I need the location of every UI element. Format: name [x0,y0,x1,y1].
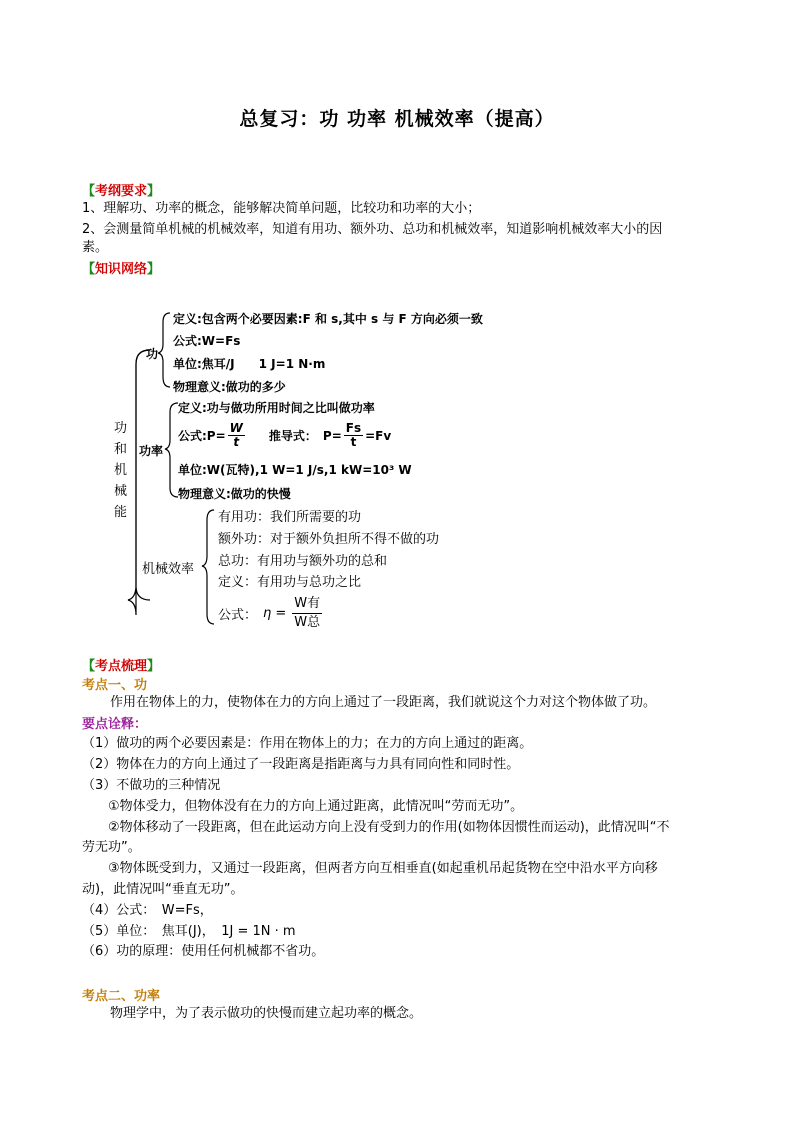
diagram-work-label: 功 [146,347,159,361]
kp1-line: （5）单位： 焦耳(J)， 1J = 1N · m [82,924,296,939]
kp2-intro: 物理学中，为了表示做功的快慢而建立起功率的概念。 [110,1006,423,1021]
diagram-power-formula: 公式:P= $\frac{W}{t}$ 推导式： P= $\frac{Fs}{t}$ =Fv [178,421,392,449]
diagram-work-def: 定义:包含两个必要因素:F 和 s,其中 s 与 F 方向必须一致 [173,312,483,326]
kp1-line: （1）做功的两个必要因素是：作用在物体上的力；在力的方向上通过的距离。 [82,736,533,751]
diagram-efficiency-useful: 有用功：我们所需要的功 [218,510,362,525]
derive-fraction: $\frac{Fs}{t}$ [345,421,362,449]
kp1-line: （3）不做功的三种情况 [82,778,221,793]
diagram-root-label: 功 和 机 械 能 [114,421,128,520]
kp1-line: ②物体移动了一段距离，但在此运动方向上没有受到力的作用(如物体因惯性而运动)，此情况叫“不 [82,820,670,835]
diagram-work-unit: 单位:焦耳/J 1 J=1 N·m [173,357,326,371]
section-heading-network: 【知识网络】 [82,262,161,277]
kp1-line: （6）功的原理：使用任何机械都不省功。 [82,944,325,959]
kp1-line: （4）公式： W=Fs， [82,903,213,918]
kp1-line: （2）物体在力的方向上通过了一段距离是指距离与力具有同向性和同时性。 [82,757,520,772]
efficiency-fraction: $\frac{\text{W有}}{\text{W总}}$ [294,596,321,630]
kp1-title: 考点一、功 [82,678,148,693]
kp1-line: ③物体既受到力，又通过一段距离，但两者方向互相垂直(如起重机吊起货物在空中沿水平方向移 [82,861,658,876]
requirement-item: 1、理解功、功率的概念，能够解决简单问题，比较功和功率的大小； [82,201,481,216]
diagram-efficiency-extra: 额外功：对于额外负担所不得不做的功 [218,532,440,547]
power-fraction: $\frac{W}{t}$ [229,421,243,449]
kp2-title: 考点二、功率 [82,989,161,1004]
section-heading-points: 【考点梳理】 [82,659,161,674]
kp1-line: 动)，此情况叫“垂直无功”。 [82,882,244,897]
kp1-line: ①物体受力，但物体没有在力的方向上通过距离，此情况叫“劳而无功”。 [82,799,524,814]
kp1-intro: 作用在物体上的力，使物体在力的方向上通过了一段距离，我们就说这个力对这个物体做了功。 [110,695,657,710]
page-title: 总复习：功 功率 机械效率（提高） [239,108,555,130]
kp1-notes-title: 要点诠释： [82,717,148,732]
diagram-work-meaning: 物理意义:做功的多少 [173,380,286,394]
diagram-power-def: 定义:功与做功所用时间之比叫做功率 [178,401,375,415]
diagram-efficiency-total: 总功：有用功与额外功的总和 [218,554,388,569]
diagram-power-unit: 单位:W(瓦特),1 W=1 J/s,1 kW=10³ W [178,463,412,477]
requirement-item: 素。 [82,240,109,255]
diagram-efficiency-def: 定义：有用功与总功之比 [218,575,362,590]
diagram-efficiency-formula: 公式： η = $\frac{\text{W有}}{\text{W总}}$ [218,596,321,630]
diagram-efficiency-label: 机械效率 [142,562,195,577]
kp1-line: 劳无功”。 [82,840,141,855]
diagram-power-label: 功率 [139,444,164,458]
diagram-power-meaning: 物理意义:做功的快慢 [178,487,291,501]
requirement-item: 2、会测量简单机械的机械效率，知道有用功、额外功、总功和机械效率，知道影响机械效率大小的因 [82,222,663,237]
diagram-work-formula: 公式:W=Fs [173,334,241,348]
section-heading-requirements: 【考纲要求】 [82,184,161,199]
